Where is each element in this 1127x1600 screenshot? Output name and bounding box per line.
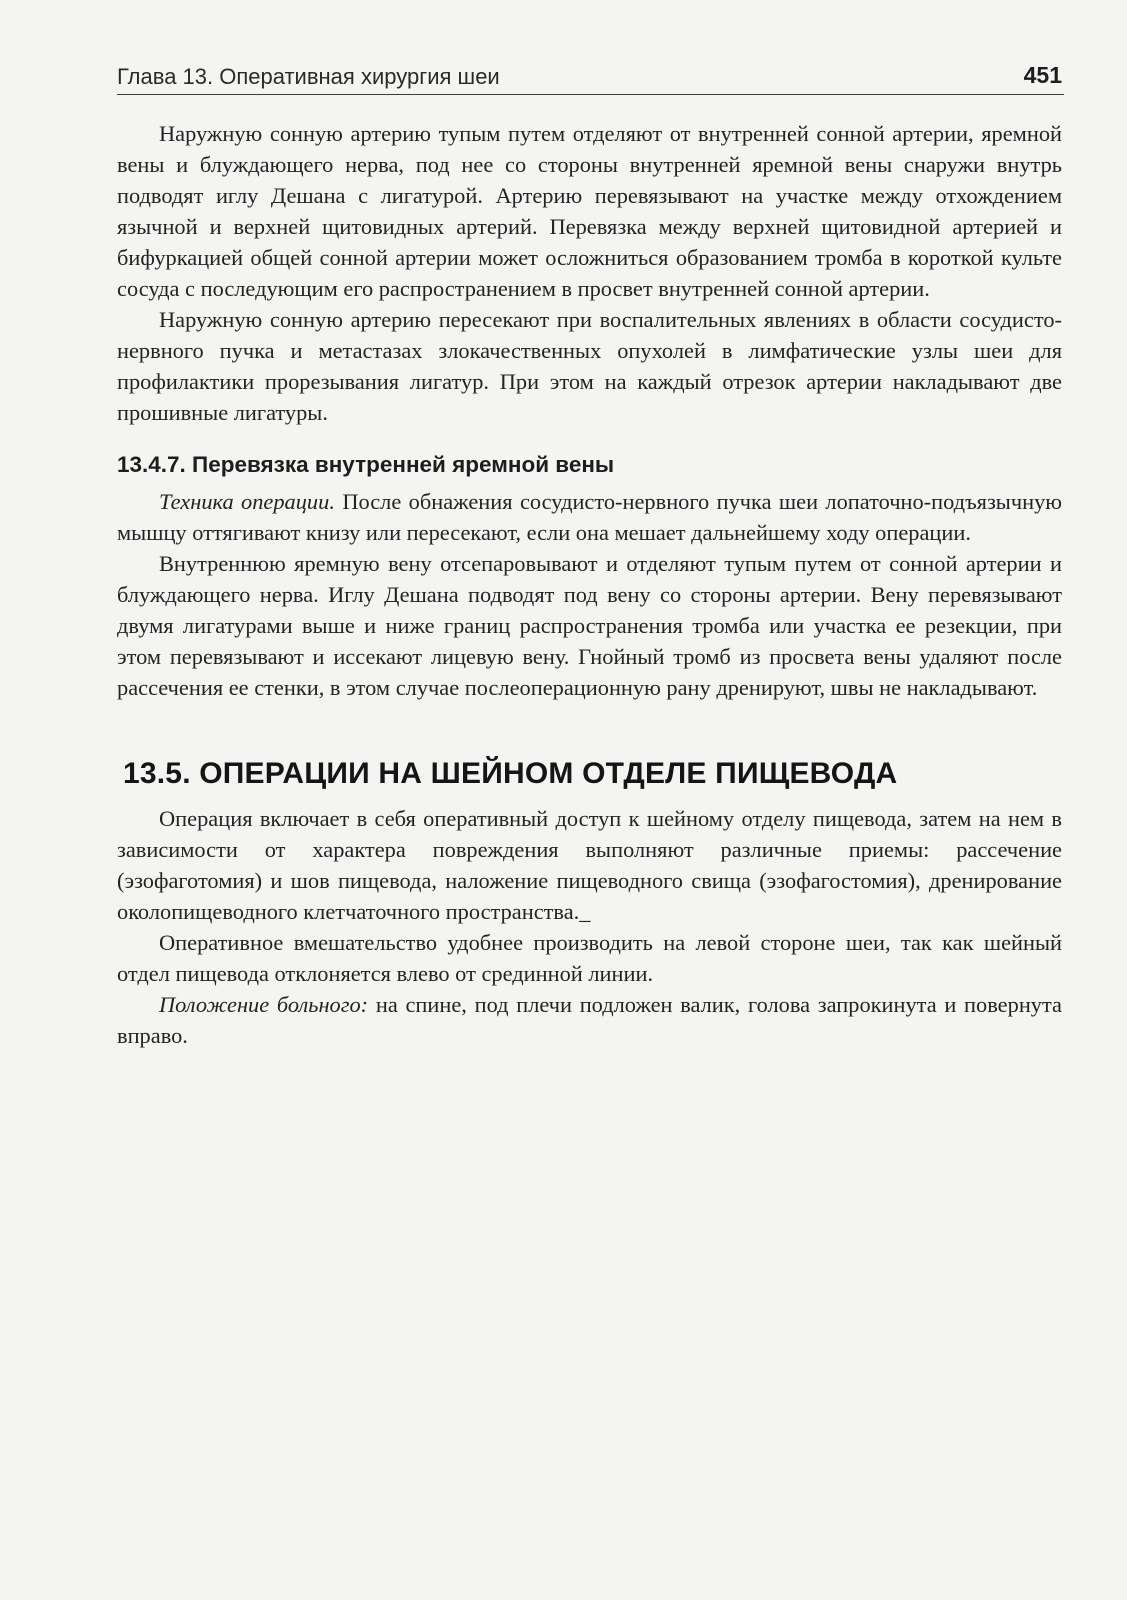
lead-in-technique: Техника операции. (159, 489, 335, 514)
running-header (117, 60, 1064, 95)
paragraph-patient-position (117, 989, 1062, 1051)
paragraph-jugular-vein-ligation: Внутреннюю яремную вену отсепаровывают и отделяют тупым путем от сонной артерии и блуждающего нерва. Иглу Дешана подводят под вену со стороны артерии. Вену перевязывают двумя лигатурами выше и ниже границ распространения тромба или участка ее резекции, при этом перевязывают и иссекают лицевую вену. Гнойный тромб из просвета вены удаляют после рассечения ее стенки, в этом случае послеоперационную рану дренируют, швы не накладывают. (117, 551, 1062, 700)
section-heading: 13.5. ОПЕРАЦИИ НА ШЕЙНОМ ОТДЕЛЕ ПИЩЕВОДА (123, 757, 898, 790)
paragraph-text: После обнажения сосудисто-нервного пучка шеи лопаточно-подъязычную мышцу оттягивают книзу или пересекают, если она мешает дальнейшему ходу операции. (117, 489, 1062, 545)
paragraph-external-carotid-transection: Наружную сонную артерию пересекают при воспалительных явлениях в области сосудисто-нервного пучка и метастазах злокачественных опухолей в лимфатические узлы шеи для профилактики прорезывания лигатур. При этом на каждый отрезок артерии накладывают две прошивные лигатуры. (117, 307, 1062, 425)
chapter-title: Глава 13. Оперативная хирургия шеи (117, 64, 500, 89)
lead-in-patient-position: Положение больного: (159, 992, 369, 1017)
paragraph-text: на спине, под плечи подложен валик, голова запрокинута и повернута вправо. (117, 992, 1062, 1048)
subsection-heading: 13.4.7. Перевязка внутренней яремной вены (117, 452, 615, 477)
paragraph-left-side-approach: Оперативное вмешательство удобнее производить на левой стороне шеи, так как шейный отдел пищевода отклоняется влево от срединной линии. (117, 930, 1062, 986)
paragraph-external-carotid-separation: Наружную сонную артерию тупым путем отделяют от внутренней сонной артерии, яремной вены и блуждающего нерва, под нее со стороны внутренней яремной вены снаружи внутрь подводят иглу Дешана с лигатурой. Артерию перевязывают на участке между отхождением язычной и верхней щитовидных артерий. Перевязка между верхней щитовидной артерией и бифуркацией общей сонной артерии может осложниться образованием тромба в короткой культе сосуда с последующим его распространением в просвет внутренней сонной артерии. (117, 121, 1062, 301)
paragraph-operation-technique (117, 486, 1062, 548)
page-number: 451 (1023, 62, 1062, 88)
paragraph-esophagus-operation: Операция включает в себя оперативный доступ к шейному отделу пищевода, затем на нем в зависимости от характера повреждения выполняют различные приемы: рассечение (эзофаготомия) и шов пищевода, наложение пищеводного свища (эзофагостомия), дренирование околопищеводного клетчаточного пространства._ (117, 806, 1062, 924)
text-column (117, 118, 1062, 1051)
